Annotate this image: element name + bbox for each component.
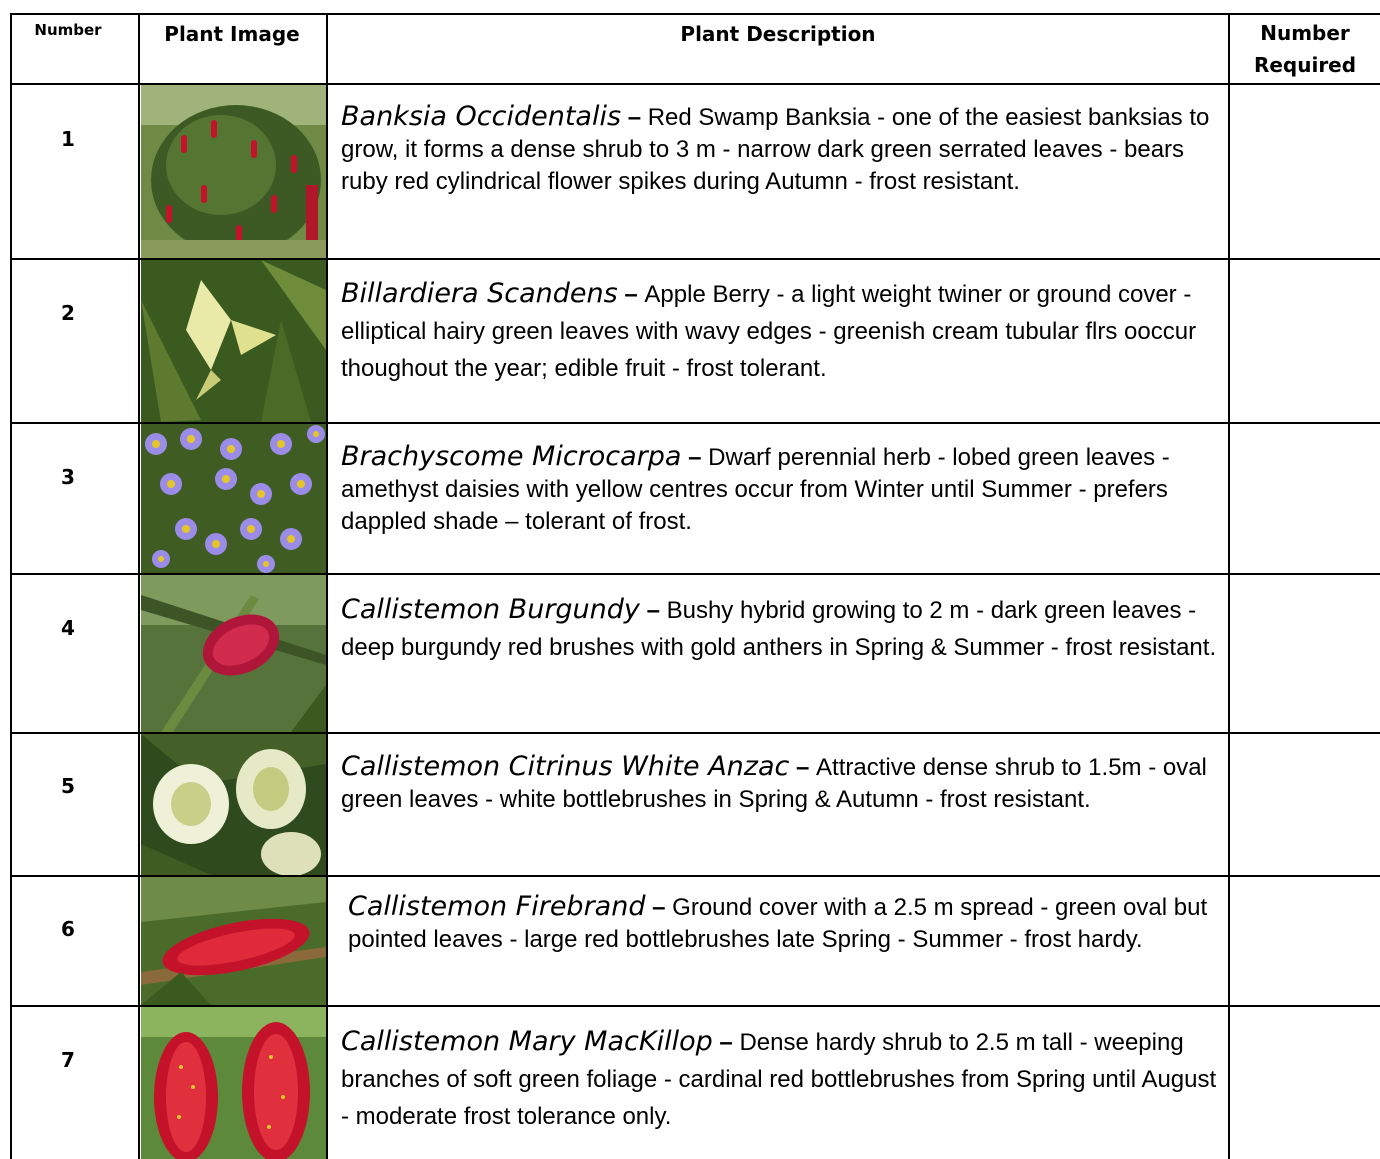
banksia-photo: [141, 85, 326, 258]
mary-mackillop-photo: [141, 1007, 326, 1159]
row-number: 5: [61, 774, 75, 798]
row-number: 2: [61, 301, 75, 325]
column-divider: [10, 13, 12, 1159]
plant-order-table: [10, 13, 1380, 1159]
plant-description: [348, 891, 1228, 956]
row-number: 1: [61, 127, 75, 151]
plant-latin-name: Brachyscome Microcarpa: [341, 441, 682, 472]
name-separator: –: [645, 894, 673, 921]
plant-details: Apple Berry - a light weight twiner or ground cover - elliptical hairy green leaves with wavy edges - greenish cream tubular flrs ooccur thoughout the year; edible fruit - frost tolerant.: [341, 281, 1197, 382]
row-number: 7: [61, 1048, 75, 1072]
daisy-photo: [141, 424, 326, 573]
plant-details: Bushy hybrid growing to 2 m - dark green leaves - deep burgundy red brushes with gold anthers in Spring & Summer - frost resistant.: [341, 597, 1217, 661]
apple-berry-photo: [141, 260, 326, 422]
plant-latin-name: Billardiera Scandens: [341, 278, 618, 309]
header-plant-description: Plant Description: [680, 22, 876, 46]
burgundy-bottlebrush-photo: [141, 575, 326, 732]
header-required-line2: Required: [1253, 53, 1357, 77]
row-number: 3: [61, 465, 75, 489]
name-separator: –: [639, 597, 667, 624]
header-plant-image: Plant Image: [164, 22, 300, 46]
plant-details: Dwarf perennial herb - lobed green leaves - amethyst daisies with yellow centres occur from Winter until Summer - prefers dappled shade – tolerant of frost.: [341, 444, 1170, 535]
name-separator: –: [621, 104, 648, 131]
plant-latin-name: Callistemon Mary MacKillop: [341, 1026, 713, 1057]
white-bottlebrush-photo: [141, 734, 326, 875]
name-separator: –: [712, 1029, 740, 1056]
column-divider: [138, 13, 140, 1159]
plant-description: [341, 101, 1221, 198]
header-number-required: [1230, 15, 1380, 83]
plant-description: [341, 591, 1221, 666]
plant-details: Dense hardy shrub to 2.5 m tall - weeping branches of soft green foliage - cardinal red bottlebrushes from Spring until August - moderate frost tolerance only.: [341, 1029, 1217, 1130]
row-number: 6: [61, 917, 75, 941]
name-separator: –: [789, 754, 817, 781]
header-number: Number: [34, 21, 102, 39]
plant-description: [341, 1023, 1221, 1135]
name-separator: –: [681, 444, 709, 471]
header-required-line1: Number: [1260, 21, 1350, 45]
plant-latin-name: Callistemon Firebrand: [348, 891, 646, 922]
plant-details: Ground cover with a 2.5 m spread - green oval but pointed leaves - large red bottlebrushes late Spring - Summer - frost hardy.: [348, 894, 1208, 953]
plant-latin-name: Callistemon Burgundy: [341, 594, 640, 625]
row-number: 4: [61, 616, 75, 640]
plant-latin-name: Callistemon Citrinus White Anzac: [341, 751, 790, 782]
plant-details: Red Swamp Banksia - one of the easiest banksias to grow, it forms a dense shrub to 3 m - narrow dark green serrated leaves - bears ruby red cylindrical flower spikes during Autumn - frost resistant.: [341, 104, 1210, 195]
plant-details: Attractive dense shrub to 1.5m - oval green leaves - white bottlebrushes in Spring & Autumn - frost resistant.: [341, 754, 1207, 813]
plant-description: [341, 441, 1221, 538]
plant-description: [341, 275, 1221, 387]
plant-latin-name: Banksia Occidentalis: [341, 101, 622, 132]
column-divider: [326, 13, 328, 1159]
firebrand-photo: [141, 877, 326, 1005]
plant-description: [341, 751, 1221, 816]
column-divider: [1228, 13, 1230, 1159]
name-separator: –: [617, 281, 645, 308]
